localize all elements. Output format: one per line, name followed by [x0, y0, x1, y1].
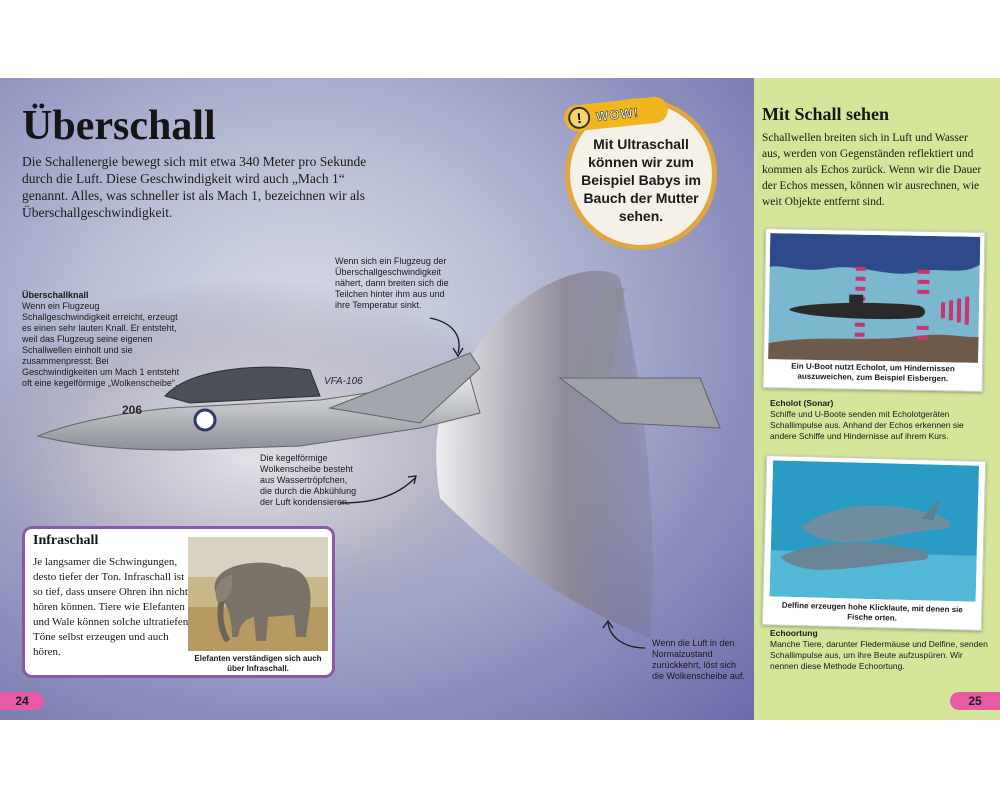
- submarine-caption: Ein U-Boot nutzt Echolot, um Hindernissen auszuweichen, zum Beispiel Eisbergen.: [791, 361, 955, 384]
- page-title: Überschall: [22, 103, 216, 149]
- echoortung-title: Echoortung: [770, 628, 818, 638]
- dolphin-caption: Delfine erzeugen hohe Klicklaute, mit denen sie Fische orten.: [781, 600, 963, 623]
- left-page: [0, 78, 754, 720]
- submarine-card: [763, 228, 986, 392]
- jet-roundel-icon: [195, 410, 215, 430]
- wow-label: WOW!: [595, 104, 640, 124]
- elephant-photo: [188, 537, 328, 651]
- jet-number: 206: [122, 403, 143, 417]
- annotation-cloud: Die kegelförmige Wolkenscheibe besteht aus Wassertröpfchen, die durch die Abkühlung der Luft kondensieren.: [260, 453, 357, 507]
- annotation-approach: Wenn sich ein Flugzeug der Überschallgeschwindigkeit nähert, dann breiten sich die Teilchen hinter ihm aus und ihre Temperatur sinkt.: [335, 256, 449, 310]
- infraschall-title: Infraschall: [33, 533, 99, 548]
- right-intro: Schallwellen breiten sich in Luft und Wasser aus, werden von Gegenständen reflektiert und kommen als Echos zurück. Wenn wir die Dauer der Echos messen, können wir ausrechnen, wie weit Objekte entfernt sind.: [762, 132, 982, 208]
- echolot-text: Schiffe und U-Boote senden mit Echolotgeräten Schallimpulse aus. Anhand der Echos erkennen sie andere Schiffe und Hindernisse auf ihrem Kurs.: [770, 409, 964, 441]
- exclamation-icon: !: [567, 106, 591, 130]
- elephant-photo-card: [188, 537, 328, 675]
- right-page: [754, 78, 1000, 720]
- wow-text: Mit Ultraschall können wir zum Beispiel Babys im Bauch der Mutter sehen.: [581, 136, 701, 224]
- dolphin-card: [762, 455, 986, 631]
- infraschall-box: [22, 526, 335, 678]
- annotation-normal: Wenn die Luft in den Normalzustand zurückkehrt, löst sich die Wolkenscheibe auf.: [652, 638, 745, 681]
- annotation-sonic-boom-title: Überschallknall: [22, 290, 89, 300]
- echolot-title: Echolot (Sonar): [770, 398, 834, 408]
- annotation-sonic-boom: [22, 290, 184, 389]
- intro-paragraph: Die Schallenergie bewegt sich mit etwa 340 Meter pro Sekunde durch die Luft. Diese Geschwindigkeit wird auch „Mach 1“ genannt. Alles, was schneller ist als Mach 1, bezeichnen wir als Überschallgeschwindigkeit.: [22, 154, 367, 220]
- dolphin-photo: [770, 460, 979, 601]
- right-page-title: Mit Schall sehen: [762, 104, 890, 124]
- page-number-right: 25: [950, 692, 1000, 710]
- infraschall-text: Je langsamer die Schwingungen, desto tiefer der Ton. Infraschall ist so tief, dass unsere Ohren ihn nicht hören können. Tiere wie Elefanten und Wale können solche ultratiefen Töne selbst erzeugen und auch hören.: [33, 556, 189, 658]
- wow-callout: [565, 98, 717, 250]
- elephant-caption: Elefanten verständigen sich auch über Infraschall.: [194, 654, 322, 673]
- book-spread: [0, 78, 1000, 720]
- echoortung-section: [770, 628, 992, 672]
- submarine-illustration: [768, 233, 980, 363]
- echoortung-text: Manche Tiere, darunter Fledermäuse und Delfine, senden Schallimpulse aus, um ihre Beute aufzuspüren. Wir nennen diese Methode Echoortung.: [770, 639, 988, 671]
- vapor-cone: [436, 271, 652, 638]
- page-number-left: 24: [0, 692, 44, 710]
- annotation-sonic-boom-text: Wenn ein Flugzeug Schallgeschwindigkeit erreicht, erzeugt es einen sehr lauten Knall. Er entsteht, weil das Flugzeug seine eigenen Schallwellen einholt und sie zusammenpresst. Bei Geschwindigkeiten um Mach 1 entsteht oft eine kegelförmige „Wolkenscheibe“.: [22, 301, 180, 388]
- echolot-section: [770, 398, 992, 442]
- jet-code: VFA-106: [324, 376, 363, 387]
